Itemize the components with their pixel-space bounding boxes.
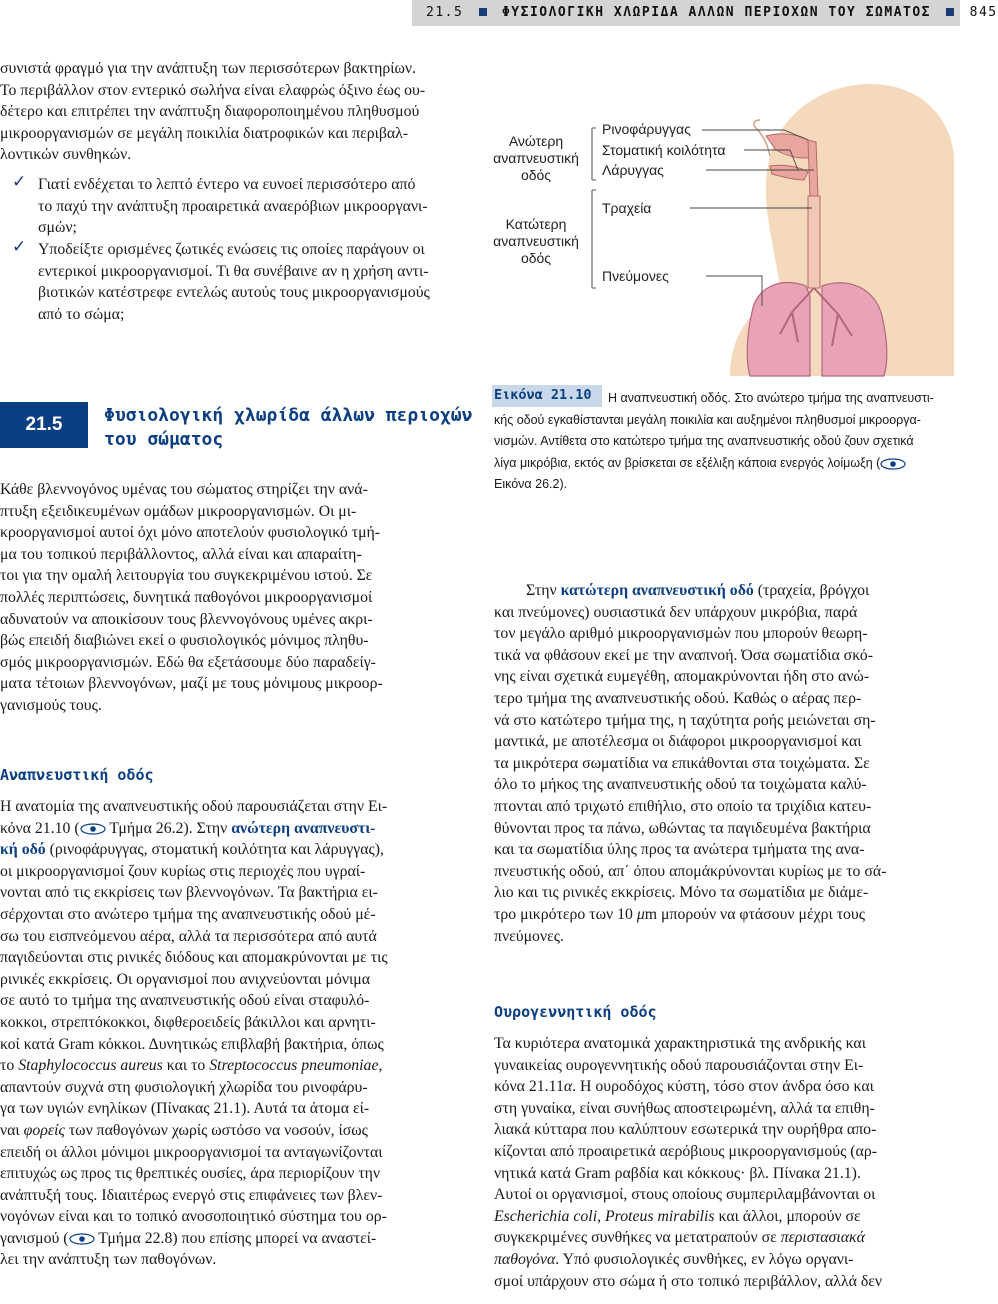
text-line: Το περιβάλλον στον εντερικό σωλήνα είναι ελαφρώς όξινο έως ου- — [0, 81, 426, 99]
text-line: παγιδεύονται στις ρινικές διόδους και απομακρύνονται με τις — [0, 949, 388, 967]
text-line — [494, 1249, 954, 1271]
text-line: νητικά κατά Gram ραβδία και κόκκους· βλ. Πίνακα 21.1). — [494, 1164, 861, 1182]
square-bullet-icon — [479, 8, 487, 16]
text-line: Γιατί ενδέχεται το λεπτό έντερο να ευνοεί περισσότερο από — [38, 176, 416, 193]
text-line: πολλές περιπτώσεις, δυνητικά παθογόνοι μικροοργανισμοί — [0, 588, 373, 606]
square-bullet-icon — [946, 8, 954, 16]
text-line: κοί κατά Gram κόκκοι. Δυνητικώς επιβλαβή βακτήρια, όπως — [0, 1035, 384, 1053]
text-run: , — [378, 1057, 383, 1075]
header-section-title: ΦΥΣΙΟΛΟΓΙΚΗ ΧΛΩΡΙΔΑ ΑΛΛΩΝ ΠΕΡΙΟΧΩΝ ΤΟΥ ΣΩΜΑΤΟΣ — [501, 5, 931, 20]
species-name: Staphylococcus aureus — [18, 1057, 163, 1075]
label-nasopharynx: Ρινοφάρυγγας — [602, 121, 691, 137]
text-line: νά στο κατώτερο τμήμα της, η ταχύτητα ροής μειώνεται ση- — [494, 711, 876, 729]
text-run: και το — [162, 1057, 210, 1075]
text-line — [0, 1055, 466, 1077]
italic-term: φορείς — [23, 1121, 65, 1139]
text-run: , — [597, 1207, 605, 1225]
section-number-badge: 21.5 — [0, 402, 88, 448]
text-line: λιακά κύτταρα που καλύπτουν εσωτερικά την ουρήθρα απο- — [494, 1121, 877, 1139]
text-line: τερο τμήμα της αναπνευστικής οδού. Καθώς ο αέρας περ- — [494, 689, 862, 707]
text-line: συνιστά φραγμό για την ανάπτυξη των περισσότερων βακτηρίων. — [0, 60, 417, 77]
text-line: γανισμούς τους. — [0, 696, 102, 714]
bold-term: ανώτερη αναπνευστι- — [231, 819, 376, 837]
text-line: λοντικών συνθηκών. — [0, 146, 132, 164]
question-2 — [38, 239, 468, 325]
text-line — [494, 1227, 954, 1249]
text-line: γυναικείας ουρογεννητικής οδού παρουσιάζονται στην Ει- — [494, 1056, 864, 1074]
pharynx — [808, 140, 818, 198]
text-line — [494, 1206, 954, 1228]
text-line: Αυτοί οι οργανισμοί, στους οποίους συμπεριλαμβάνονται οι — [494, 1186, 876, 1204]
text-line: λιο και τις ρινικές εκκρίσεις. Μόνο τα σωματίδια με διάμε- — [494, 884, 869, 902]
text-run: m μπορούν να φτάσουν μέχρι τους — [644, 905, 866, 923]
text-line: τοι για την ομαλή λειτουργία του συγκεκριμένου ιστού. Σε — [0, 567, 373, 585]
leader-lungs — [706, 276, 762, 306]
text-line: νονται από τις εκκρίσεις των βλεννογόνων. Τα βακτήρια ει- — [0, 884, 378, 902]
text-line: κροοργανισμοί αυτοί όχι μόνο αποτελούν φυσιολογικό τμή- — [0, 524, 381, 542]
species-name: Streptococcus pneumoniae — [209, 1057, 379, 1075]
text-line: σέρχονται στο ανώτερο τμήμα της αναπνευστικής οδού μέ- — [0, 905, 376, 923]
label-line: αναπνευστική — [493, 233, 579, 249]
label-larynx: Λάρυγγας — [602, 162, 664, 178]
text-line: ρινικές εκκρίσεις. Οι οργανισμοί που ανιχνεύονται μόνιμα — [0, 970, 370, 988]
lower-tract-label — [486, 216, 586, 267]
page-number: 845 — [969, 5, 998, 20]
text-run: γανισμού ( — [0, 1229, 69, 1247]
italic-term: περιστασιακά — [780, 1229, 865, 1247]
text-line — [494, 904, 954, 926]
label-line: οδός — [520, 250, 552, 266]
bold-term: κή οδό — [0, 841, 46, 859]
text-run: και άλλοι, μπορούν σε — [714, 1207, 861, 1225]
italic-term: παθογόνα — [494, 1250, 556, 1268]
text-run: κόνα 21.11 — [494, 1078, 564, 1096]
text-line: βιοτικών κατέστρεφε εντελώς αυτούς τους μικροοργανισμούς — [38, 284, 430, 302]
label-trachea: Τραχεία — [602, 200, 652, 216]
label-line: Κατώτερη — [505, 216, 567, 232]
label-line: αναπνευστική — [493, 150, 579, 166]
text-run: κόνα 21.10 ( — [0, 819, 80, 837]
text-line — [0, 839, 466, 861]
text-line: τον μεγάλο αριθμό μικροοργανισμών που μπορούν θεωρη- — [494, 625, 868, 643]
urogenital-paragraph — [494, 1033, 954, 1292]
caption-line — [494, 453, 906, 475]
header-section-number: 21.5 — [426, 5, 464, 20]
label-line: Ανώτερη — [508, 133, 564, 149]
text-line: όλο το μήκος της αναπνευστικής οδού τα τοιχώματα καλύ- — [494, 776, 867, 794]
eye-icon — [880, 458, 906, 470]
header-text — [426, 5, 998, 20]
italic-term: α — [563, 1078, 573, 1096]
text-line: πνεύμονες. — [494, 927, 564, 945]
subheading-urogenital-tract: Ουρογεννητική οδός — [494, 1003, 657, 1021]
text-line: σε αυτό το τμήμα της αναπνευστικής οδού είναι σταφυλό- — [0, 992, 370, 1010]
caption-text: λίγα μικρόβια, εκτός αν βρίσκεται σε εξέλιξη κάποια ενεργός λοίμωξη ( — [494, 456, 881, 470]
running-header — [0, 0, 998, 30]
checkmark-icon: ✓ — [12, 172, 27, 192]
text-run: Τμήμα 26.2). Στην — [109, 819, 232, 837]
text-run: συγκεκριμένες συνθήκες να μετατραπούν σε — [494, 1229, 781, 1247]
text-line: επειδή οι άλλοι μόνιμοι μικροοργανισμοί τα ανταγωνίζονται — [0, 1143, 383, 1161]
text-line: σμών; — [38, 219, 77, 237]
text-line — [0, 1228, 466, 1250]
text-run: ναι — [0, 1121, 24, 1139]
text-line: ματα τέτοιων βλεννογόνων, μαζί με τους μόνιμους μικροορ- — [0, 675, 383, 693]
text-run: το — [0, 1057, 19, 1075]
text-line: μικροοργανισμών σε μεγάλη ποικιλία διατροφικών και περιβαλ- — [0, 124, 409, 142]
text-line: Κάθε βλεννογόνος υμένας του σώματος στηρίζει την ανά- — [0, 481, 368, 498]
text-line: γα των υγιών ενηλίκων (Πίνακας 21.1). Αυτά τα άτομα εί- — [0, 1100, 370, 1118]
species-name: Escherichia coli — [494, 1207, 598, 1225]
text-line: νογόνων είναι και το τοπικό ανοσοποιητικό σύστημα του ορ- — [0, 1208, 387, 1226]
text-line: από το σώμα; — [38, 305, 125, 323]
text-line: αδυνατούν να αποικίσουν τους βλεννογόνους υμένες ακρι- — [0, 610, 373, 628]
text-run: Στην — [526, 582, 561, 599]
text-line: κοκκοι, στρεπτόκοκκοι, διφθεροειδείς βάκιλλοι και αρνητι- — [0, 1013, 376, 1031]
text-line: τικά να φθάσουν εκεί με την αναπνοή. Όσα σωματίδια σκό- — [494, 646, 873, 664]
caption-text: Στο ανώτερο τμήμα της αναπνευστι- — [734, 391, 934, 405]
text-run: . Η ουροδόχος κύστη, τόσο στον άνδρα όσο και — [572, 1078, 874, 1096]
section-title — [104, 404, 484, 452]
text-line: τα μικρότερα σωματίδια να επικάθονται στα τοιχώματα. Σε — [494, 754, 870, 772]
eye-icon — [69, 1233, 95, 1245]
text-line: δέτερο και επιτρέπει την ανάπτυξη διαφοροποιημένου πληθυσμού — [0, 103, 420, 121]
subheading-respiratory-tract: Αναπνευστική οδός — [0, 766, 154, 784]
respiratory-paragraph — [0, 796, 466, 1271]
intro-paragraph — [0, 58, 466, 166]
upper-tract-label — [486, 133, 586, 184]
text-run: Τμήμα 22.8) που επίσης μπορεί να αναστεί- — [98, 1229, 377, 1247]
trachea — [808, 196, 820, 288]
text-run: (τραχεία, βρόγχοι — [753, 582, 870, 599]
text-line: ανάπτυξή τους. Ιδιαιτέρως ενεργό στις επιφάνειες των βλεν- — [0, 1186, 383, 1204]
text-line: λει την ανάπτυξη των παθογόνων. — [0, 1251, 217, 1269]
text-line: Τα κυριότερα ανατομικά χαρακτηριστικά της ανδρικής και — [494, 1035, 866, 1052]
text-line: σω του εισπνεόμενου αέρα, αλλά τα περισσότερα από αυτά — [0, 927, 377, 945]
lower-tract-paragraph — [494, 580, 954, 947]
label-oral-cavity: Στοματική κοιλότητα — [602, 142, 726, 158]
text-line: σμός μικροοργανισμών. Εδώ θα εξετάσουμε δύο παραδείγ- — [0, 653, 376, 671]
text-line — [0, 1120, 466, 1142]
text-run: των παθογόνων χωρίς ωστόσο να νοσούν, ίσως — [64, 1121, 368, 1139]
species-name: Proteus mirabilis — [605, 1207, 715, 1225]
text-line: στη γυναίκα, είναι συνήθως αποστειρωμένη, αλλά τα επιθη- — [494, 1099, 875, 1117]
text-run: τρο μικρότερο των 10 — [494, 905, 637, 923]
caption-label: Εικόνα 21.10 — [494, 387, 592, 403]
caption-first-line — [608, 388, 954, 410]
text-line: θύνονται προς τα πάνω, ωθώντας τα παγιδευμένα βακτήρια — [494, 819, 871, 837]
label-lungs: Πνεύμονες — [602, 268, 669, 284]
text-line: πνευστικής οδού, απ΄ όπου απομάκρύνονται κυρίως με το σά- — [494, 862, 887, 880]
left-lung — [747, 282, 810, 376]
text-line: το παχύ την ανάπτυξη προαιρετικά αναερόβιων μικροοργανι- — [38, 197, 428, 215]
bold-term: κατώτερη αναπνευστική οδό — [560, 582, 754, 599]
text-line: σμοί υπάρχουν στο σώμα ή στο τοπικό περιβάλλον, αλλά δεν — [494, 1272, 883, 1290]
text-line — [494, 580, 954, 602]
text-line — [0, 818, 466, 840]
text-line — [494, 1076, 954, 1098]
section-title-line: του σώματος — [104, 429, 224, 450]
checkmark-icon: ✓ — [12, 237, 27, 257]
text-line: βώς επειδή διαβιώνει εκεί ο φυσιολογικός μόνιμος πληθυ- — [0, 632, 369, 650]
text-line: Η ανατομία της αναπνευστικής οδού παρουσιάζεται στην Ει- — [0, 798, 388, 815]
caption-title: Η αναπνευστική οδός. — [608, 391, 731, 405]
text-line: νης είναι σχετικά ευμεγέθη, απομακρύνονται ήδη στο ανώ- — [494, 668, 870, 686]
text-line: και πνεύμονες) ουσιαστικά δεν υπάρχουν μικρόβια, παρά — [494, 603, 858, 621]
text-line: εντερικοί μικροοργανισμοί. Τι θα συνέβαινε αν η χρήση αντι- — [38, 262, 429, 280]
text-line: Υποδείξτε ορισμένες ζωτικές ενώσεις τις οποίες παράγουν οι — [38, 241, 425, 258]
text-line: οι μικροοργανισμοί ζουν κυρίως στις περιοχές που υγραί- — [0, 862, 366, 880]
caption-line: Εικόνα 26.2). — [494, 477, 568, 491]
text-run: (ρινοφάρυγγας, στοματική κοιλότητα και λάρυγγας), — [45, 841, 384, 859]
text-line: πτονται από τριχωτό επιθήλιο, στο οποίο τα τριχίδια κατευ- — [494, 797, 872, 815]
section-intro-paragraph — [0, 479, 466, 717]
italic-unit: μ — [636, 905, 645, 923]
question-1 — [38, 174, 468, 239]
text-line: απαντούν συχνά στη φυσιολογική χλωρίδα του ρινοφάρυ- — [0, 1078, 368, 1096]
caption-line: νισμών. Αντίθετα στο κατώτερο τμήμα της αναπνευστικής οδού ζουν σχετικά — [494, 434, 914, 448]
text-line: κίζονται από προαιρετικά αερόβιους μικροοργανισμούς (αρ- — [494, 1142, 877, 1160]
text-line: επιτυχώς ως προς τις θρεπτικές ουσίες, άρα περιορίζουν την — [0, 1165, 381, 1183]
caption-line: κής οδού εγκαθίστανται μεγάλη ποικιλία και αυξημένοι πληθυσμοί μικροοργα- — [494, 413, 921, 427]
text-line: μαντικά, με αποτέλεσμα οι διάφοροι μικροοργανισμοί και — [494, 733, 862, 751]
text-run: . Υπό φυσιολογικές συνθήκες, εν λόγω οργανι- — [555, 1250, 854, 1268]
label-line: οδός — [520, 167, 552, 183]
section-title-line: Φυσιολογική χλωρίδα άλλων περιοχών — [104, 405, 473, 426]
eye-icon — [80, 823, 106, 835]
text-line: και τα σωματίδια ύλης προς τα ανώτερα τμήματα της ανα- — [494, 841, 865, 859]
text-line: πτυξη εξειδικευμένων ομάδων μικροοργανισμών. Οι μι- — [0, 502, 357, 520]
text-line: μα του τοπικού περιβάλλοντος, αλλά είναι και απαραίτη- — [0, 545, 362, 563]
